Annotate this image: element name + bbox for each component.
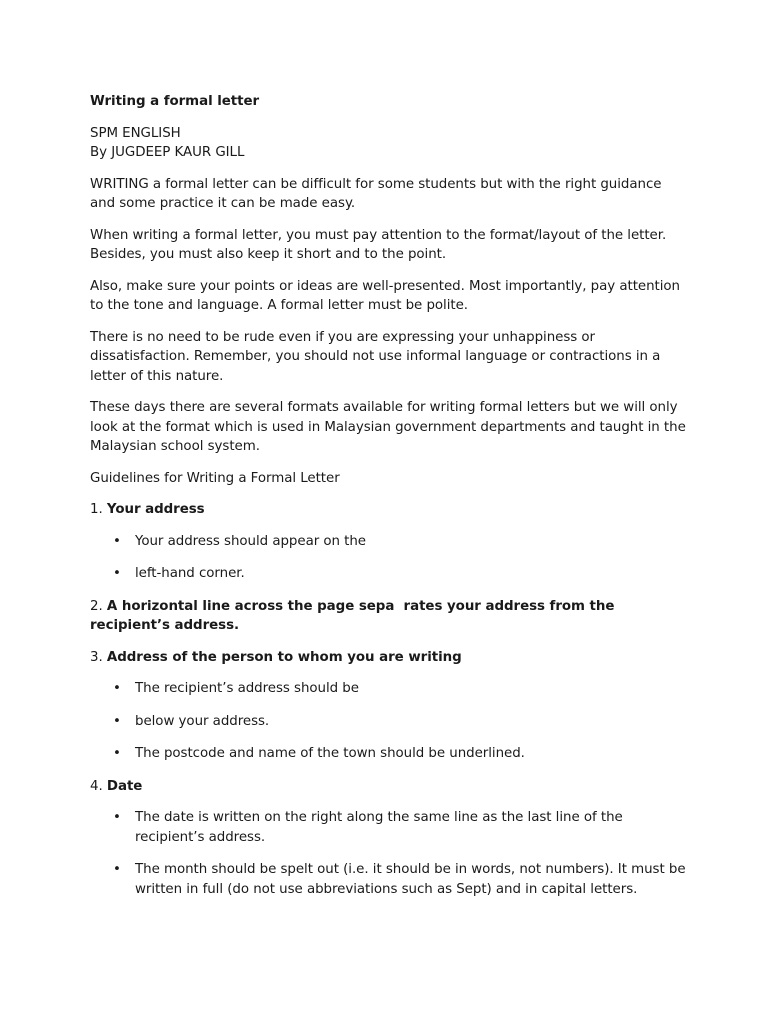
paragraph: When writing a formal letter, you must pay attention to the format/layout of the letter. Besides, you must also keep it short and to the point.: [90, 227, 667, 262]
section-number: 4.: [90, 778, 103, 794]
list-item-text: The postcode and name of the town should be underlined.: [135, 746, 525, 761]
section-title: Your address: [106, 502, 205, 517]
section-title: A horizontal line across the page sepa rates your address from the recipient’s address.: [90, 598, 620, 633]
section-heading: [90, 500, 690, 520]
list-item-text: left-hand corner.: [135, 566, 245, 581]
section-heading: [90, 777, 690, 797]
bullet-list: [90, 679, 690, 764]
list-item: [90, 860, 690, 899]
document-title: Writing a formal letter: [90, 94, 260, 109]
bullet-list: [90, 532, 690, 584]
paragraph: There is no need to be rude even if you are expressing your unhappiness or dissatisfaction. Remember, you should not use informal language or contractions in a letter of this nature.: [90, 329, 661, 384]
list-item-text: The recipient’s address should be: [135, 681, 359, 696]
bullet-icon: •: [113, 533, 121, 549]
list-item-text: The date is written on the right along the same line as the last line of the recipient’s address.: [135, 810, 623, 845]
section-number: 2.: [90, 598, 103, 614]
author-label: By JUGDEEP KAUR GILL: [90, 145, 245, 160]
guidelines-title: Guidelines for Writing a Formal Letter: [90, 470, 340, 486]
section-title: Address of the person to whom you are writing: [106, 649, 462, 665]
list-item-text: below your address.: [135, 713, 270, 729]
bullet-icon: •: [113, 746, 121, 761]
list-item-text: The month should be spelt out (i.e. it should be in words, not numbers). It must be written in full (do not use abbreviations such as Sept) and in capital letters.: [135, 862, 686, 897]
subject-label: SPM ENGLISH: [90, 125, 181, 141]
list-item: [90, 712, 690, 732]
paragraph: Also, make sure your points or ideas are well-presented. Most importantly, pay attention to the tone and language. A formal letter must be polite.: [90, 278, 680, 313]
bullet-icon: •: [113, 566, 121, 581]
list-item: [90, 532, 690, 552]
bullet-icon: •: [113, 862, 121, 877]
list-item-text: Your address should appear on the: [135, 533, 366, 549]
section-title: Date: [106, 778, 143, 794]
section-number: 1.: [90, 502, 103, 517]
paragraph: These days there are several formats available for writing formal letters but we will only look at the format which is used in Malaysian government departments and taught in the Malaysian school system.: [90, 400, 686, 454]
byline: [90, 124, 690, 163]
list-item: [90, 808, 690, 847]
list-item: [90, 744, 690, 764]
paragraph: WRITING a formal letter can be difficult for some students but with the right guidance and some practice it can be made easy.: [90, 176, 662, 211]
section-number: 3.: [90, 649, 103, 665]
bullet-list: [90, 808, 690, 899]
bullet-icon: •: [113, 713, 121, 729]
list-item: [90, 679, 690, 699]
section-heading: [90, 597, 690, 636]
document-page: [90, 92, 690, 912]
bullet-icon: •: [113, 810, 121, 825]
list-item: [90, 564, 690, 584]
section-heading: [90, 648, 690, 668]
bullet-icon: •: [113, 681, 121, 696]
